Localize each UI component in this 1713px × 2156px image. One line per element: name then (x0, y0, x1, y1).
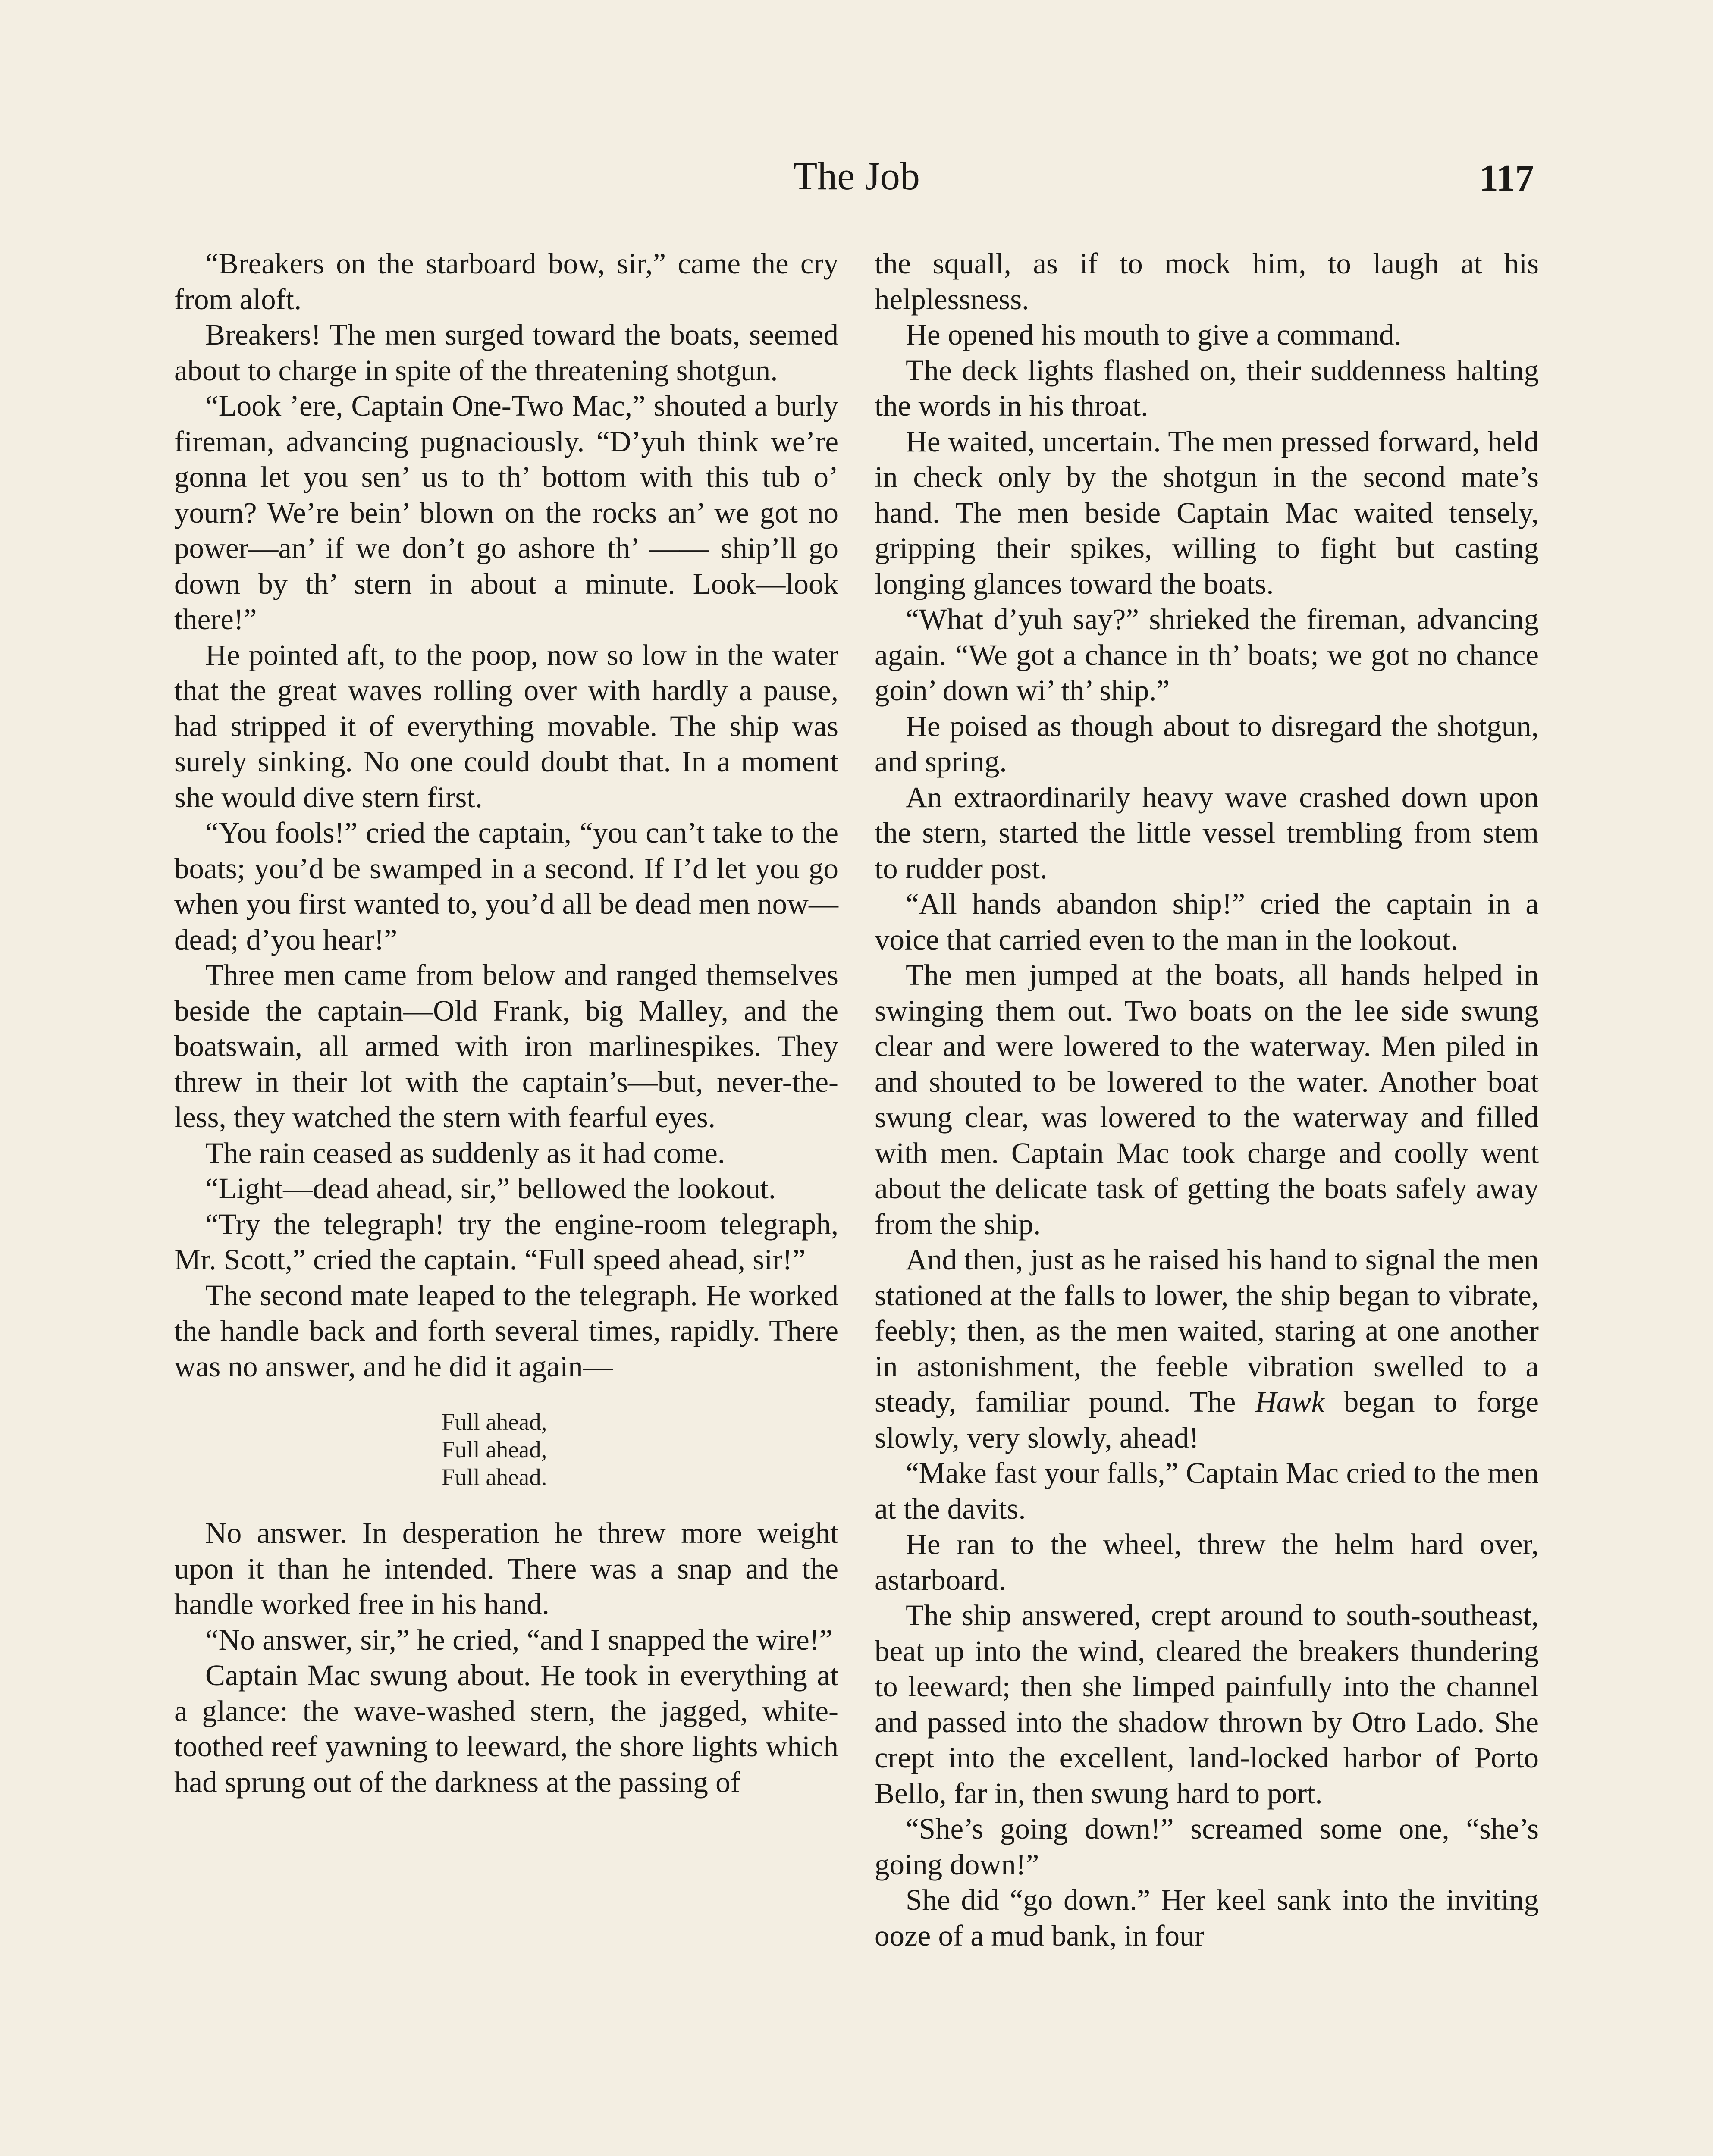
right-column (875, 246, 1539, 1953)
paragraph: He opened his mouth to give a command. (906, 318, 1402, 351)
paragraph: “All hands abandon ship!” cried the captain in a voice that carried even to the man in the lookout. (875, 887, 1539, 956)
paragraph: “Make fast your falls,” Captain Mac cried to the men at the davits. (875, 1457, 1539, 1525)
paragraph: Three men came from below and ranged themselves beside the captain—Old Frank, big Malley, and the boatswain, all armed with iron marlinespikes. They threw in their lot with the captain’s—but, never-the-less, they watched the stern with fearful eyes. (174, 959, 838, 1134)
stanza-line: Full ahead, (442, 1436, 547, 1463)
paragraph: He ran to the wheel, threw the helm hard over, astarboard. (875, 1528, 1539, 1596)
paragraph-text: And then, just as he raised his hand to signal the men stationed at the falls to lower, the ship began to vibrate, feebly; then, as the men waited, staring at one another in astonishment, the feeble vibration swelled to a steady, familiar pound. The (875, 1243, 1539, 1418)
paragraph: “Try the telegraph! try the engine-room telegraph, Mr. Scott,” cried the captain. “Full speed ahead, sir!” (174, 1207, 838, 1276)
ship-name: Hawk (1255, 1385, 1325, 1418)
telegraph-stanza (442, 1408, 838, 1491)
stanza-line: Full ahead. (442, 1464, 547, 1490)
paragraph: “What d’yuh say?” shrieked the fireman, advancing again. “We got a chance in th’ boats; we got no chance goin’ down wi’ th’ ship.” (875, 603, 1539, 707)
paragraph: The deck lights flashed on, their suddenness halting the words in his throat. (875, 354, 1539, 422)
paragraph: The rain ceased as suddenly as it had come. (205, 1136, 725, 1169)
paragraph: Captain Mac swung about. He took in everything at a glance: the wave-washed stern, the jagged, white-toothed reef yawning to leeward, the shore lights which had sprung out of the darkness at the passing of (174, 1659, 838, 1799)
paragraph: He poised as though about to disregard the shotgun, and spring. (875, 709, 1539, 778)
paragraph: Breakers! The men surged toward the boats, seemed about to charge in spite of the threatening shotgun. (174, 318, 838, 387)
left-column (174, 246, 838, 1800)
paragraph: “Breakers on the starboard bow, sir,” came the cry from aloft. (174, 247, 838, 316)
paragraph: “She’s going down!” screamed some one, “she’s going down!” (875, 1812, 1539, 1881)
paragraph: He waited, uncertain. The men pressed forward, held in check only by the shotgun in the second mate’s hand. The men beside Captain Mac waited tensely, gripping their spikes, willing to fight but casting longing glances toward the boats. (875, 425, 1539, 600)
page-number: 117 (1479, 157, 1534, 199)
paragraph-continued: the squall, as if to mock him, to laugh at his helplessness. (875, 247, 1539, 316)
paragraph: “No answer, sir,” he cried, “and I snapped the wire!” (205, 1623, 833, 1656)
stanza-line: Full ahead, (442, 1409, 547, 1435)
paragraph (875, 1242, 1539, 1455)
paragraph: The men jumped at the boats, all hands helped in swinging them out. Two boats on the lee side swung clear and were lowered to the waterway. Men piled in and shouted to be lowered to the water. Another boat swung clear, was lowered to the waterway and filled with men. Captain Mac took charge and coolly went about the delicate task of getting the boats safely away from the ship. (875, 959, 1539, 1241)
paragraph: An extraordinarily heavy wave crashed down upon the stern, started the little vessel trembling from stem to rudder post. (875, 780, 1539, 885)
paragraph-text: began to forge slowly, very slowly, ahead! (875, 1385, 1539, 1454)
paragraph: He pointed aft, to the poop, now so low in the water that the great waves rolling over with hardly a pause, had stripped it of everything movable. The ship was surely sinking. No one could doubt that. In a moment she would dive stern first. (174, 638, 838, 814)
paragraph: No answer. In desperation he threw more weight upon it than he intended. There was a snap and the handle worked free in his hand. (174, 1517, 838, 1620)
paragraph: “Look ’ere, Captain One-Two Mac,” shouted a burly fireman, advancing pugnaciously. “D’yuh think we’re gonna let you sen’ us to th’ bottom with this tub o’ yourn? We’re bein’ blown on the rocks an’ we got no power—an’ if we don’t go ashore th’ —— ship’ll go down by th’ stern in about a minute. Look—look there!” (174, 389, 838, 636)
paragraph: “You fools!” cried the captain, “you can’t take to the boats; you’d be swamped in a second. If I’d let you go when you first wanted to, you’d all be dead men now—dead; d’you hear!” (174, 816, 838, 956)
running-title: The Job (793, 154, 920, 198)
paragraph: “Light—dead ahead, sir,” bellowed the lookout. (205, 1172, 776, 1205)
paragraph: The ship answered, crept around to south-southeast, beat up into the wind, cleared the breakers thundering to leeward; then she limped painfully into the channel and passed into the shadow thrown by Otro Lado. She crept into the excellent, land-locked harbor of Porto Bello, far in, then swung hard to port. (875, 1599, 1539, 1810)
paragraph: She did “go down.” Her keel sank into the inviting ooze of a mud bank, in four (875, 1883, 1539, 1952)
paragraph: The second mate leaped to the telegraph. He worked the handle back and forth several times, rapidly. There was no answer, and he did it again— (174, 1279, 838, 1383)
